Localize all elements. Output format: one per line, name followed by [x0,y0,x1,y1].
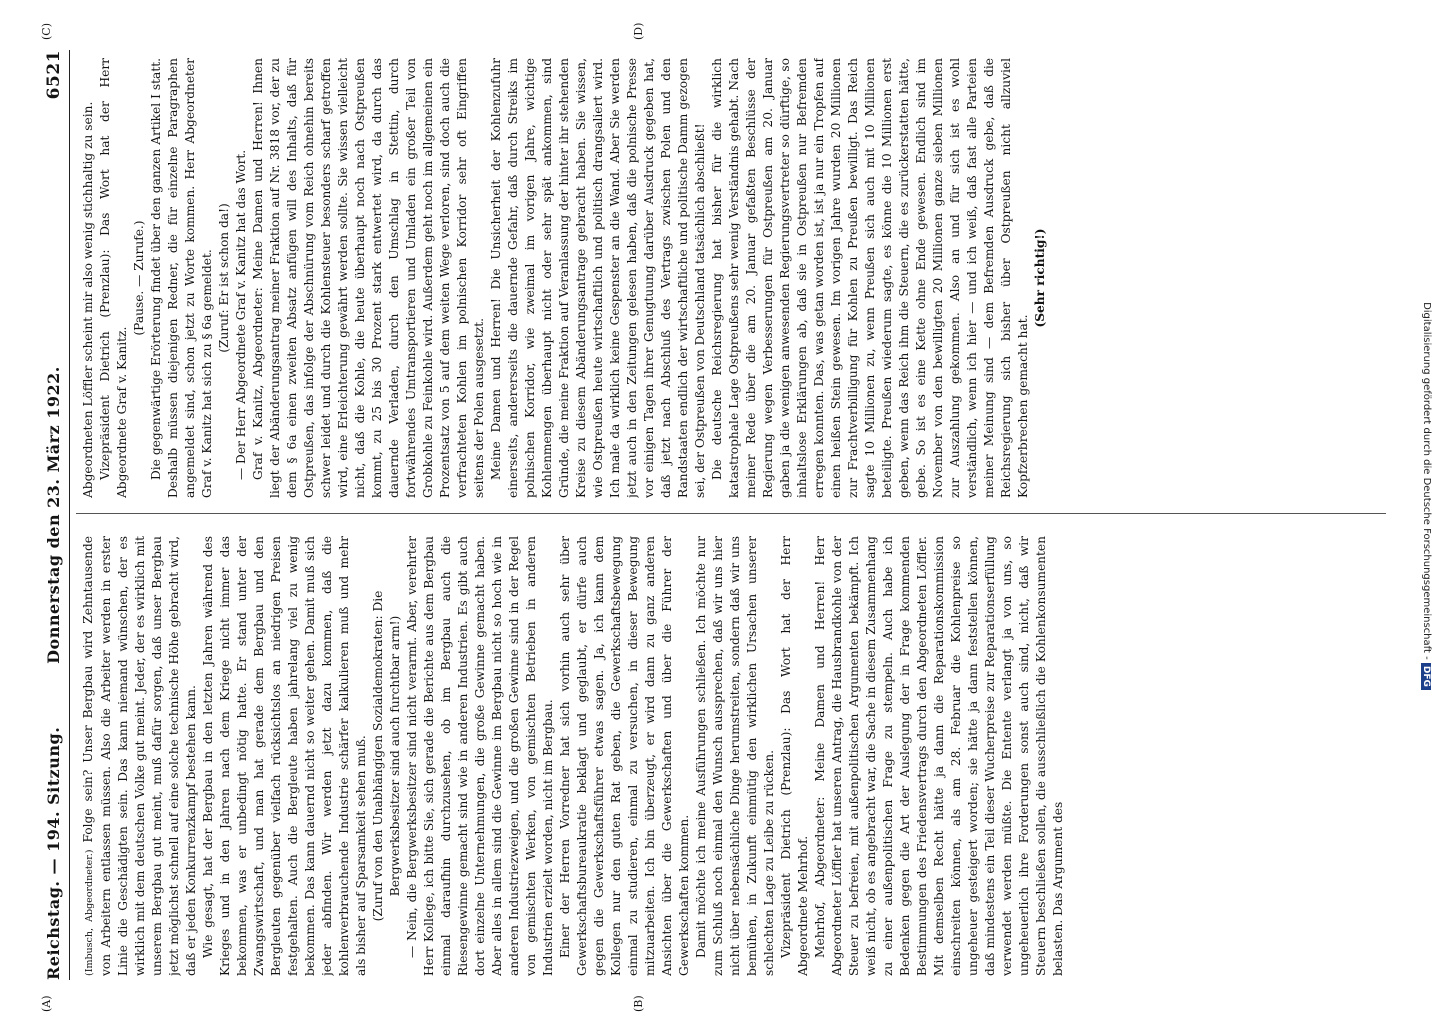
paragraph: Damit möchte ich meine Ausführungen schließen. Ich möchte nur zum Schluß noch einmal den Wunsch aussprechen, daß wir uns hier nicht über nebensächliche Dinge herumstreiten, sondern daß wir uns bemühen, in Zukunft einmütig den wirklichen Ursachen unserer schlechten Lage zu Leibe zu rücken. [694,536,776,976]
header-rule [69,50,70,980]
paragraph: Die gegenwärtige Erörterung findet über den ganzen Artikel I statt. Deshalb müssen diejenigen Redner, die für einzelne Paragraphen angemeldet sind, schon jetzt zu Worte kommen. Herr Abgeordneter Graf v. Kanitz hat sich zu § 6a gemeldet. [149,58,214,498]
margin-marker-b: (B) [632,995,645,1012]
paragraph: — Nein, die Bergwerksbesitzer sind nicht verarmt. Aber, verehrter Herr Kollege, ich bitte Sie, sich gerade die Berichte aus dem Bergbau einmal daraufhin durchzusehen, ob im Bergbau auch die Riesengewinne gemacht sind wie in anderen Industrien. Es gibt auch dort einzelne Unternehmungen, die große Gewinne gemacht haben. Aber alles in allem sind die Gewinne im Bergbau nicht so hoch wie in anderen Industriezweigen, und die großen Gewinne sind in der Regel von gemischten Werken, von gemischten Betrieben in anderen Industrien erzielt worden, nicht im Bergbau. [405,536,555,976]
paragraph: Meine Damen und Herren! Die Unsicherheit der Kohlenzufuhr einerseits, andererseits die dauernde Gefahr, daß durch Streiks im polnischen Korridor, wie zweimal im vorigen Jahre, wichtige Kohlenmengen überhaupt nicht oder sehr spät ankommen, sind Gründe, die meine Fraktion auf Veranlassung der hinter ihr stehenden Kreise zu diesem Abänderungsantrage gebracht haben. Sie wissen, wie Ostpreußen heute wirtschaftlich und politisch drangsaliert wird. Ich male da wirklich keine Gespenster an die Wand. Aber Sie werden jetzt auch in den Zeitungen gelesen haben, daß die polnische Presse vor einigen Tagen ihrer Genugtuung darüber Ausdruck gegeben hat, daß jetzt nach Abschluß des Vertrags zwischen Polen und den Randstaaten endlich der wirtschaftliche und politische Damm gezogen sei, der Ostpreußen von Deutschland tatsächlich abschließt! [489,58,707,498]
margin-marker-d: (D) [632,22,645,40]
dfg-logo: DFG [1421,663,1431,690]
left-column [80,536,1390,976]
speaker-paragraph: Mehrhof, Abgeordneter: Meine Damen und Herren! Herr Abgeordneter Löffler hat unseren Antrag, die Hausbrandkohle von der Steuer zu befreien, mit außenpolitischen Argumenten bekämpft. Ich weiß nicht, ob es angebracht war, die Sache in diesem Zusammenhang zu einer außenpolitischen Frage zu stempeln. Auch habe ich Bedenken gegen die Art der Auslegung der in Frage kommenden Bestimmungen des Friedensvertrags durch den Abgeordneten Löffler. Mit demselben Recht hätte ja dann die Reparationskommission einschreiten können, als am 28. Februar die Kohlenpreise so ungeheuer gesteigert worden; sie hätte ja dann feststellen können, daß mindestens ein Teil dieser Wucherpreise zur Reparationserfüllung verwendet werden müßte. Die Entente verlangt ja von uns, so ungeheuerlich ihre Forderungen sonst auch sind, nicht, daß wir Steuern beschließen sollen, die ausschließlich die Kohlenkonsumenten belasten. Das Argument des [813,536,1065,976]
speaker-paragraph: Graf v. Kanitz, Abgeordneter: Meine Damen und Herren! Ihnen liegt der Abänderungsantrag meiner Fraktion auf Nr. 3818 vor, der zu dem § 6a einen zweiten Absatz anfügen will des Inhalts, daß für Ostpreußen, das infolge der Abschnürung vom Reich ohnehin bereits schwer leidet und durch die Kohlensteuer besonders scharf getroffen wird, eine Erleichterung gewährt werden sollte. Sie wissen vielleicht nicht, daß die Kohle, die heute überhaupt noch nach Ostpreußen kommt, zu 25 bis 30 Prozent stark entwertet wird, da durch das dauernde Verladen, durch den Umschlag in Stettin, durch fortwährendes Umtransportieren und Umladen ein großer Teil von Grobkohle zu Feinkohle wird. Außerdem geht noch im allgemeinen ein Prozentsatz von 5 auf dem weiten Wege verloren, sind doch auch die verfrachteten Kohlen im polnischen Korridor sehr oft Eingriffen seitens der Polen ausgesetzt. [251,58,486,498]
margin-marker-c: (C) [40,23,53,40]
interjection: (Zuruf: Er ist schon da!) [217,203,231,353]
paragraph [80,536,200,976]
paragraph-text: Folge sein? Unser Bergbau wird Zehntausende von Arbeitern entlassen müssen. Also die Arbeiter werden in erster Linie die Geschädigten sein. Das kann niemand wünschen, der es wirklich mit dem deutschen Volke gut meint. Jeder, der es wirklich mit unserem Bergbau gut meint, muß dafür sorgen, daß unser Bergbau jetzt möglichst schnell auf eine solche technische Höhe gebracht wird, daß er jeden Konkurrenzkampf bestehen kann. [81,536,198,976]
speaker-paragraph: Vizepräsident Dietrich (Prenzlau): Das Wort hat der Herr Abgeordnete Mehrhof. [779,536,810,976]
paragraph: Die deutsche Reichsregierung hat bisher für die wirklich katastrophale Lage Ostpreußens sehr wenig Verständnis gehabt. Nach meiner Rede über die am 20. Januar gefaßten Beschlüsse der Regierung wegen Verbesserungen für Ostpreußen am 20. Januar gaben ja die wenigen anwesenden Regierungsvertreter so dürftige, so inhaltslose Erklärungen ab, daß sie in Ostpreußen nur Befremden erregen konnten. Das, was getan worden ist, ist ja nur ein Tropfen auf einen heißen Stein gewesen. Im vorigen Jahre wurden 20 Millionen zur Frachtverbilligung für Kohlen zu Preußen bewilligt. Das Reich sagte 10 Millionen zu, wenn Preußen sich auch mit 10 Millionen beteiligte. Preußen wiederum sagte, es könne die 10 Millionen erst geben, wenn das Reich ihm die Steuern, die es zurückerstatten hätte, gebe. So ist es eine Kette ohne Ende gewesen. Endlich sind im November von den bewilligten 20 Millionen ganze sieben Millionen zur Auszahlung gekommen. Also an und für sich ist es wohl verständlich, wenn ich hier — und ich weiß, daß fast alle Parteien meiner Meinung sind — dem Befremden Ausdruck gebe, daß die Reichsregierung sich bisher über Ostpreußen nicht allzuviel Kopfzerbrechen gemacht hat. [710,58,1030,498]
right-column [80,58,1390,498]
column-divider [76,513,1386,514]
digitization-note [1410,8,1432,988]
paragraph: Wie gesagt, hat der Bergbau in den letzten Jahren während des Krieges und in den Jahren nach dem Kriege nicht immer das bekommen, was er unbedingt nötig hatte. Er stand unter der Zwangswirtschaft, und man hat gerade dem Bergbau und den Bergleuten gegenüber vielfach rücksichtslos an niedrigen Preisen festgehalten. Auch die Bergleute haben jahrelang viel zu wenig bekommen. Das kann dauernd nicht so weiter gehen. Damit muß sich jeder abfinden. Wir werden jetzt dazu kommen, daß die kohlenverbrauchende Industrie schärfer kalkulieren muß und mehr als bisher auf Sparsamkeit sehen muß. [201,536,368,976]
margin-marker-a: (A) [40,995,53,1012]
header-title: Reichstag. — 194. Sitzung. [44,726,63,980]
page-number: 6521 [44,50,64,100]
header-date: Donnerstag den 23. März 1922. [44,366,63,664]
interjection: (Pause. — Zurufe.) [132,220,146,336]
paragraph: Abgeordneten Löffler scheint mir also wenig stichhaltig zu sein. [81,101,95,498]
paragraph: — Der Herr Abgeordnete Graf v. Kanitz hat das Wort. [234,149,248,480]
rotated-page [36,22,1401,1012]
speaker-paragraph: Vizepräsident Dietrich (Prenzlau): Das Wort hat der Herr Abgeordnete Graf v. Kanitz. [98,58,129,498]
paragraph: Einer der Herren Vorredner hat sich vorhin auch sehr über Gewerkschaftsbureaukratie beklagt und geglaubt, er dürfe auch gegen die Gewerkschaftsführer etwas sagen. Ja, ich kann dem Kollegen nur den guten Rat geben, die Gewerkschaftsbewegung einmal zu studieren, einmal zu versuchen, in dieser Bewegung mitzuarbeiten. Ich bin überzeugt, er wird dann zu ganz anderen Ansichten über die Gewerkschaften und über die Führer der Gewerkschaften kommen. [558,536,691,976]
applause: (Sehr richtig!) [1033,228,1047,328]
page-header [44,50,70,980]
speaker-continuation-note: (Imbusch, Abgeordneter.) [84,849,95,976]
interjection: (Zuruf von den Unabhängigen Sozialdemokraten: Die Bergwerksbesitzer sind auch furchtbar arm!) [371,590,402,922]
side-note-text: Digitalisierung gefördert durch die Deutsche Forschungsgemeinschaft - [1421,302,1432,660]
